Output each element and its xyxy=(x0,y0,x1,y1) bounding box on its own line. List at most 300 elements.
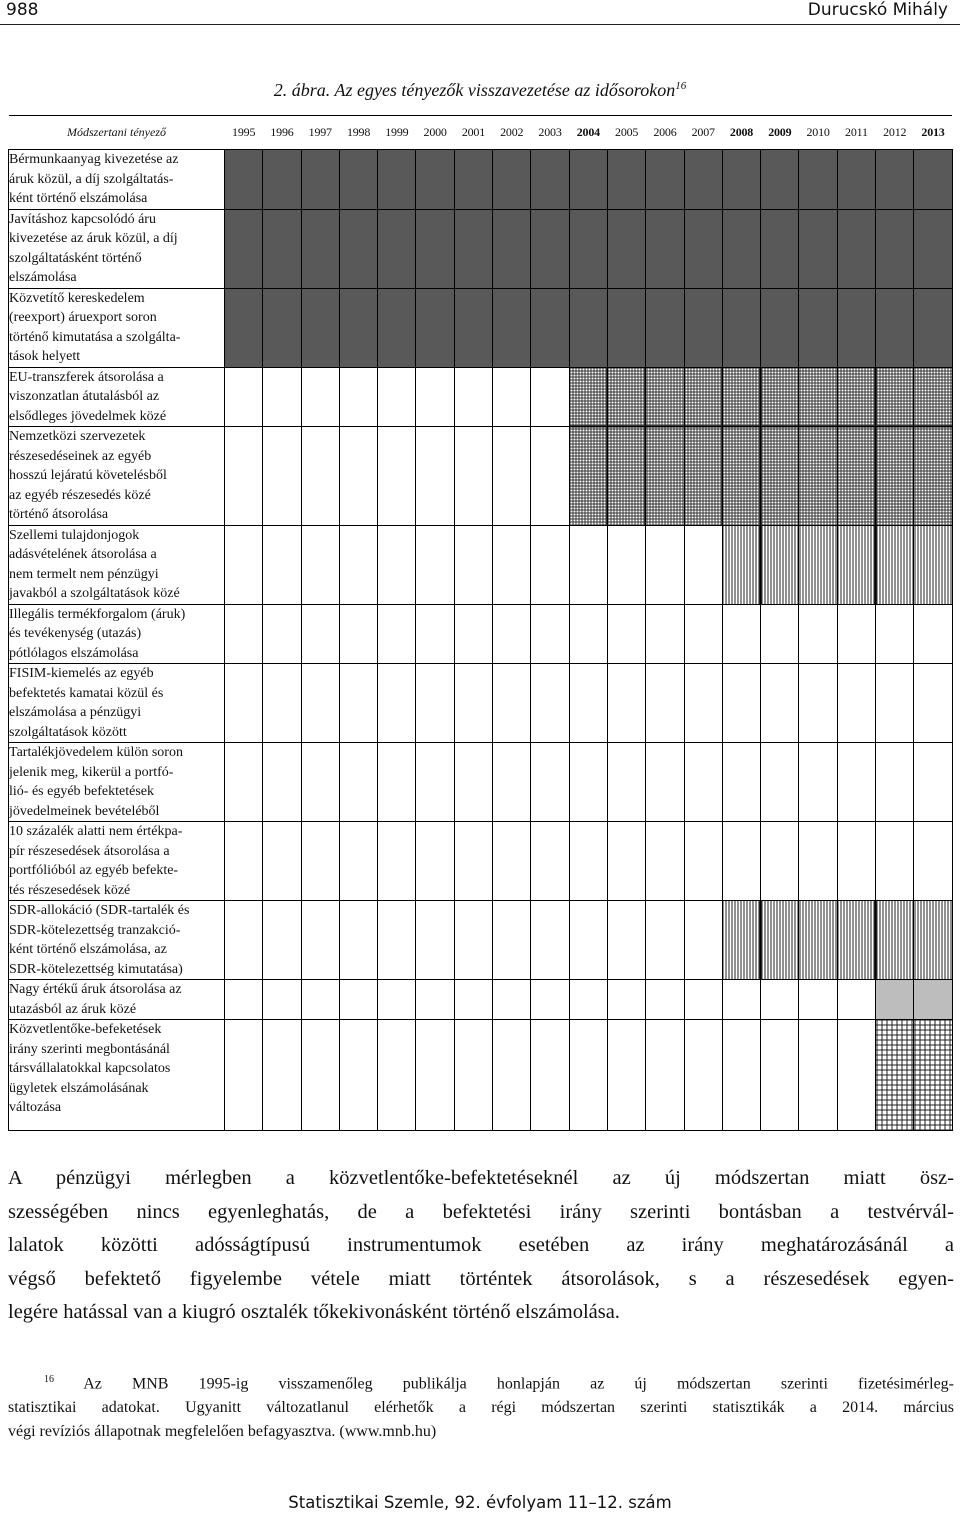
year-cell xyxy=(837,1020,875,1131)
year-header: 2000 xyxy=(416,116,454,150)
year-cell xyxy=(225,525,263,604)
factor-label xyxy=(9,209,225,288)
body-text-line: lalatok közötti adósságtípusú instrumentumok esetében az irány meghatározásánál a xyxy=(8,1234,954,1256)
figure-title-footnote-ref: 16 xyxy=(675,80,687,92)
year-cell xyxy=(646,1020,684,1131)
year-cell xyxy=(722,367,760,427)
year-cell xyxy=(722,150,760,210)
year-cell xyxy=(493,822,531,901)
year-cell xyxy=(646,209,684,288)
year-cell xyxy=(722,288,760,367)
year-cell xyxy=(837,525,875,604)
year-cell xyxy=(416,427,454,526)
year-cell xyxy=(799,743,837,822)
factor-label-line: társvállalatokkal kapcsolatos xyxy=(9,1061,171,1076)
year-header: 2012 xyxy=(876,116,914,150)
factor-label-line: EU-transzferek átsorolása a xyxy=(9,369,164,385)
year-cell xyxy=(301,901,339,980)
factor-label-line: Nagy értékű áruk átsorolása az xyxy=(9,982,182,997)
table-row xyxy=(9,367,953,427)
year-cell xyxy=(569,525,607,604)
year-cell xyxy=(301,525,339,604)
year-cell xyxy=(225,209,263,288)
year-cell xyxy=(761,367,799,427)
year-cell xyxy=(531,209,569,288)
factor-label-line: tások helyett xyxy=(9,349,81,364)
year-cell xyxy=(646,664,684,743)
year-cell xyxy=(225,980,263,1020)
year-cell xyxy=(646,288,684,367)
year-cell xyxy=(837,288,875,367)
year-cell xyxy=(263,525,301,604)
year-cell xyxy=(339,901,377,980)
year-cell xyxy=(876,288,914,367)
factor-label-line: 10 százalék alatti nem értékpa- xyxy=(9,824,183,839)
year-cell xyxy=(837,980,875,1020)
year-cell xyxy=(531,427,569,526)
year-cell xyxy=(761,743,799,822)
year-cell xyxy=(684,367,722,427)
year-cell xyxy=(225,901,263,980)
year-header: 2013 xyxy=(914,116,952,150)
table-row xyxy=(9,150,953,210)
year-cell xyxy=(531,288,569,367)
factor-label xyxy=(9,743,225,822)
year-cell xyxy=(914,525,952,604)
year-cell xyxy=(876,604,914,664)
factor-label-line: és tevékenység (utazás) xyxy=(9,626,142,641)
year-cell xyxy=(684,743,722,822)
year-cell xyxy=(569,743,607,822)
table-row xyxy=(9,901,953,980)
year-cell xyxy=(607,822,645,901)
year-cell xyxy=(761,288,799,367)
year-cell xyxy=(914,901,952,980)
year-cell xyxy=(607,525,645,604)
year-cell xyxy=(416,743,454,822)
factor-label-line: Szellemi tulajdonjogok xyxy=(9,527,140,543)
body-text-line: legére hatással van a kiugró osztalék tőkekivonásként történő elszámolása. xyxy=(8,1301,620,1323)
factor-label xyxy=(9,150,225,210)
year-cell xyxy=(454,604,492,664)
year-cell xyxy=(799,1020,837,1131)
year-cell xyxy=(684,525,722,604)
year-cell xyxy=(914,209,952,288)
year-cell xyxy=(339,822,377,901)
year-cell xyxy=(378,427,416,526)
table-row xyxy=(9,604,953,664)
year-cell xyxy=(493,525,531,604)
year-cell xyxy=(225,150,263,210)
year-cell xyxy=(339,664,377,743)
footnote-number: 16 xyxy=(44,1374,54,1385)
year-cell xyxy=(301,604,339,664)
factor-label-line: elszámolása a pénzügyi xyxy=(9,705,142,720)
footnote-line: statisztikai adatokat. Ugyanitt változatlanul elérhetők a régi módszertan szerinti statisztikák a 2014. március xyxy=(8,1399,954,1417)
year-cell xyxy=(646,743,684,822)
year-cell xyxy=(876,901,914,980)
year-cell xyxy=(454,150,492,210)
year-cell xyxy=(301,427,339,526)
table-row xyxy=(9,427,953,526)
year-cell xyxy=(876,525,914,604)
year-cell xyxy=(416,664,454,743)
year-cell xyxy=(876,664,914,743)
year-cell xyxy=(876,980,914,1020)
factor-label-line: Bérmunkaanyag kivezetése az xyxy=(9,152,179,167)
factor-label-line: Közvetlentőke-befeketések xyxy=(9,1022,162,1037)
year-header: 1995 xyxy=(225,116,263,150)
factor-label-line: SDR-kötelezettség kimutatása) xyxy=(9,961,183,977)
year-cell xyxy=(416,822,454,901)
year-cell xyxy=(493,743,531,822)
header-rule xyxy=(0,24,960,25)
factor-label-line: SDR-kötelezettség tranzakció- xyxy=(9,922,181,938)
year-cell xyxy=(339,1020,377,1131)
year-cell xyxy=(799,822,837,901)
year-header: 2005 xyxy=(607,116,645,150)
factor-timeline-table xyxy=(8,115,953,1131)
year-cell xyxy=(684,901,722,980)
year-cell xyxy=(301,980,339,1020)
year-cell xyxy=(722,743,760,822)
year-cell xyxy=(339,288,377,367)
year-cell xyxy=(454,525,492,604)
year-cell xyxy=(914,980,952,1020)
year-cell xyxy=(378,604,416,664)
factor-label-line: Javításhoz kapcsolódó áru xyxy=(9,211,156,227)
factor-label-line: hosszú lejáratú követelésből xyxy=(9,468,167,483)
year-header: 2011 xyxy=(837,116,875,150)
year-cell xyxy=(454,980,492,1020)
year-cell xyxy=(531,1020,569,1131)
year-cell xyxy=(876,367,914,427)
year-cell xyxy=(263,743,301,822)
year-cell xyxy=(607,150,645,210)
year-cell xyxy=(722,664,760,743)
year-cell xyxy=(378,664,416,743)
year-cell xyxy=(761,1020,799,1131)
year-cell xyxy=(339,980,377,1020)
year-cell xyxy=(646,604,684,664)
year-cell xyxy=(225,743,263,822)
year-cell xyxy=(722,427,760,526)
column-header-label: Módszertani tényező xyxy=(9,116,225,150)
year-cell xyxy=(263,980,301,1020)
year-cell xyxy=(569,664,607,743)
year-header: 2004 xyxy=(569,116,607,150)
year-cell xyxy=(799,901,837,980)
year-cell xyxy=(416,604,454,664)
factor-label xyxy=(9,822,225,901)
factor-label-line: nem termelt nem pénzügyi xyxy=(9,566,159,582)
year-cell xyxy=(837,743,875,822)
year-cell xyxy=(837,367,875,427)
year-cell xyxy=(761,525,799,604)
year-cell xyxy=(876,427,914,526)
year-cell xyxy=(799,525,837,604)
year-cell xyxy=(416,367,454,427)
year-cell xyxy=(225,1020,263,1131)
year-cell xyxy=(454,822,492,901)
year-cell xyxy=(301,664,339,743)
year-cell xyxy=(225,604,263,664)
year-cell xyxy=(225,427,263,526)
year-cell xyxy=(416,209,454,288)
year-header: 1997 xyxy=(301,116,339,150)
year-cell xyxy=(263,901,301,980)
year-cell xyxy=(263,1020,301,1131)
year-cell xyxy=(761,150,799,210)
year-cell xyxy=(646,980,684,1020)
year-cell xyxy=(531,604,569,664)
year-cell xyxy=(301,367,339,427)
year-cell xyxy=(799,209,837,288)
year-cell xyxy=(722,980,760,1020)
year-cell xyxy=(493,664,531,743)
year-cell xyxy=(454,664,492,743)
year-cell xyxy=(684,1020,722,1131)
year-header: 2001 xyxy=(454,116,492,150)
year-cell xyxy=(837,209,875,288)
table-header-row xyxy=(9,116,953,150)
year-cell xyxy=(722,1020,760,1131)
year-cell xyxy=(378,743,416,822)
table-row xyxy=(9,664,953,743)
table-row xyxy=(9,209,953,288)
year-cell xyxy=(531,664,569,743)
factor-label-line: jövedelmeinek bevételéből xyxy=(9,803,160,819)
factor-label xyxy=(9,525,225,604)
factor-label-line: Nemzetközi szervezetek xyxy=(9,429,146,444)
year-cell xyxy=(799,604,837,664)
factor-label-line: pír részesedések átsorolása a xyxy=(9,843,170,859)
year-cell xyxy=(301,1020,339,1131)
year-cell xyxy=(722,209,760,288)
year-cell xyxy=(646,901,684,980)
year-cell xyxy=(339,427,377,526)
year-cell xyxy=(339,743,377,822)
factor-label xyxy=(9,980,225,1020)
year-cell xyxy=(454,427,492,526)
year-cell xyxy=(416,288,454,367)
year-cell xyxy=(761,209,799,288)
year-cell xyxy=(378,209,416,288)
year-cell xyxy=(263,604,301,664)
table-row xyxy=(9,288,953,367)
year-cell xyxy=(531,525,569,604)
year-cell xyxy=(225,664,263,743)
year-cell xyxy=(531,150,569,210)
year-cell xyxy=(837,664,875,743)
year-cell xyxy=(493,980,531,1020)
year-cell xyxy=(914,604,952,664)
year-cell xyxy=(914,288,952,367)
year-cell xyxy=(684,980,722,1020)
year-cell xyxy=(914,367,952,427)
year-cell xyxy=(837,901,875,980)
year-cell xyxy=(607,367,645,427)
table-row xyxy=(9,1020,953,1131)
year-cell xyxy=(799,150,837,210)
year-cell xyxy=(761,901,799,980)
year-cell xyxy=(378,525,416,604)
year-cell xyxy=(493,427,531,526)
factor-label-line: ként történő elszámolása xyxy=(9,191,148,206)
year-cell xyxy=(301,150,339,210)
year-cell xyxy=(799,288,837,367)
year-cell xyxy=(416,1020,454,1131)
year-cell xyxy=(684,604,722,664)
year-cell xyxy=(454,901,492,980)
factor-label-line: Közvetítő kereskedelem xyxy=(9,290,145,306)
year-cell xyxy=(378,150,416,210)
factor-label-line: Illegális termékforgalom (áruk) xyxy=(9,606,186,622)
year-header: 2007 xyxy=(684,116,722,150)
factor-label-line: szolgáltatásként történő xyxy=(9,250,142,266)
factor-label-line: jelenik meg, kikerül a portfó- xyxy=(9,764,174,780)
body-text-line: végső befektető figyelembe vétele miatt történtek átsorolások, s a részesedések egyen- xyxy=(8,1267,954,1290)
year-cell xyxy=(263,822,301,901)
year-cell xyxy=(301,743,339,822)
year-cell xyxy=(607,209,645,288)
year-cell xyxy=(263,427,301,526)
year-cell xyxy=(799,980,837,1020)
factor-label xyxy=(9,664,225,743)
page-footer: Statisztikai Szemle, 92. évfolyam 11–12. szám xyxy=(288,1493,672,1512)
year-header: 2002 xyxy=(493,116,531,150)
year-cell xyxy=(225,367,263,427)
year-cell xyxy=(263,664,301,743)
factor-label xyxy=(9,427,225,526)
year-cell xyxy=(454,367,492,427)
year-cell xyxy=(569,427,607,526)
year-cell xyxy=(378,980,416,1020)
year-cell xyxy=(493,604,531,664)
year-cell xyxy=(646,822,684,901)
year-cell xyxy=(837,150,875,210)
year-cell xyxy=(799,367,837,427)
year-header: 2008 xyxy=(722,116,760,150)
year-cell xyxy=(339,209,377,288)
factor-label-line: ként történő elszámolása, az xyxy=(9,942,167,957)
year-header: 2010 xyxy=(799,116,837,150)
year-cell xyxy=(607,1020,645,1131)
year-cell xyxy=(225,288,263,367)
footnote-text: Az MNB 1995-ig visszamenőleg publikálja honlapján az új módszertan szerinti fizetésimérleg- xyxy=(54,1375,954,1393)
year-cell xyxy=(378,367,416,427)
year-cell xyxy=(569,822,607,901)
year-cell xyxy=(914,427,952,526)
year-cell xyxy=(493,1020,531,1131)
year-cell xyxy=(761,664,799,743)
year-cell xyxy=(761,427,799,526)
page-number: 988 xyxy=(6,0,39,20)
year-cell xyxy=(493,901,531,980)
factor-label-line: elsődleges jövedelmek közé xyxy=(9,408,167,424)
year-cell xyxy=(531,901,569,980)
year-cell xyxy=(263,288,301,367)
factor-label-line: ügyletek elszámolásának xyxy=(9,1080,149,1096)
year-cell xyxy=(531,367,569,427)
year-cell xyxy=(263,367,301,427)
year-cell xyxy=(607,427,645,526)
year-cell xyxy=(876,150,914,210)
factor-label-line: portfólióból az egyéb befekte- xyxy=(9,863,179,878)
year-cell xyxy=(761,980,799,1020)
factor-label xyxy=(9,367,225,427)
factor-label-line: lió- és egyéb befektetések xyxy=(9,784,154,799)
factor-label-line: irány szerinti megbontásánál xyxy=(9,1041,170,1057)
factor-label-line: utazásból az áruk közé xyxy=(9,1001,137,1017)
footnote-line xyxy=(8,1368,954,1396)
year-cell xyxy=(263,150,301,210)
factor-label-line: kivezetése az áruk közül, a díj xyxy=(9,231,178,246)
table-row xyxy=(9,980,953,1020)
year-cell xyxy=(493,209,531,288)
year-cell xyxy=(837,604,875,664)
factor-label-line: befektetés kamatai közül és xyxy=(9,685,164,701)
year-cell xyxy=(569,980,607,1020)
factor-label-line: történő átsorolása xyxy=(9,507,109,522)
year-cell xyxy=(646,427,684,526)
year-cell xyxy=(416,901,454,980)
factor-label-line: szolgáltatások között xyxy=(9,724,127,740)
year-header: 1996 xyxy=(263,116,301,150)
year-cell xyxy=(876,822,914,901)
factor-label-line: történő kimutatása a szolgálta- xyxy=(9,329,181,345)
factor-label xyxy=(9,604,225,664)
table-row xyxy=(9,822,953,901)
factor-label xyxy=(9,288,225,367)
year-cell xyxy=(799,664,837,743)
factor-label-line: (reexport) áruexport soron xyxy=(9,310,157,325)
year-cell xyxy=(684,822,722,901)
year-cell xyxy=(569,367,607,427)
year-cell xyxy=(454,288,492,367)
year-cell xyxy=(531,822,569,901)
year-cell xyxy=(569,209,607,288)
table-row xyxy=(9,743,953,822)
year-cell xyxy=(684,209,722,288)
footnote xyxy=(8,1368,954,1444)
year-cell xyxy=(914,664,952,743)
running-author: Durucskó Mihály xyxy=(807,0,948,20)
year-cell xyxy=(876,209,914,288)
year-cell xyxy=(722,901,760,980)
year-cell xyxy=(569,1020,607,1131)
factor-label-line: tés részesedések közé xyxy=(9,882,131,898)
year-cell xyxy=(914,1020,952,1131)
year-cell xyxy=(301,209,339,288)
year-cell xyxy=(722,525,760,604)
year-cell xyxy=(569,901,607,980)
year-cell xyxy=(493,150,531,210)
figure-title xyxy=(0,80,960,101)
year-cell xyxy=(761,822,799,901)
year-cell xyxy=(684,427,722,526)
year-cell xyxy=(684,288,722,367)
factor-label-line: Tartalékjövedelem külön soron xyxy=(9,745,183,760)
year-cell xyxy=(378,901,416,980)
factor-label xyxy=(9,1020,225,1131)
year-cell xyxy=(493,288,531,367)
year-cell xyxy=(607,604,645,664)
year-cell xyxy=(569,150,607,210)
year-cell xyxy=(378,1020,416,1131)
footnote-line: végi revíziós állapotnak megfelelően befagyasztva. (www.mnb.hu) xyxy=(8,1423,437,1441)
body-text-line: A pénzügyi mérlegben a közvetlentőke-befektetéseknél az új módszertan miatt ösz- xyxy=(8,1167,954,1189)
